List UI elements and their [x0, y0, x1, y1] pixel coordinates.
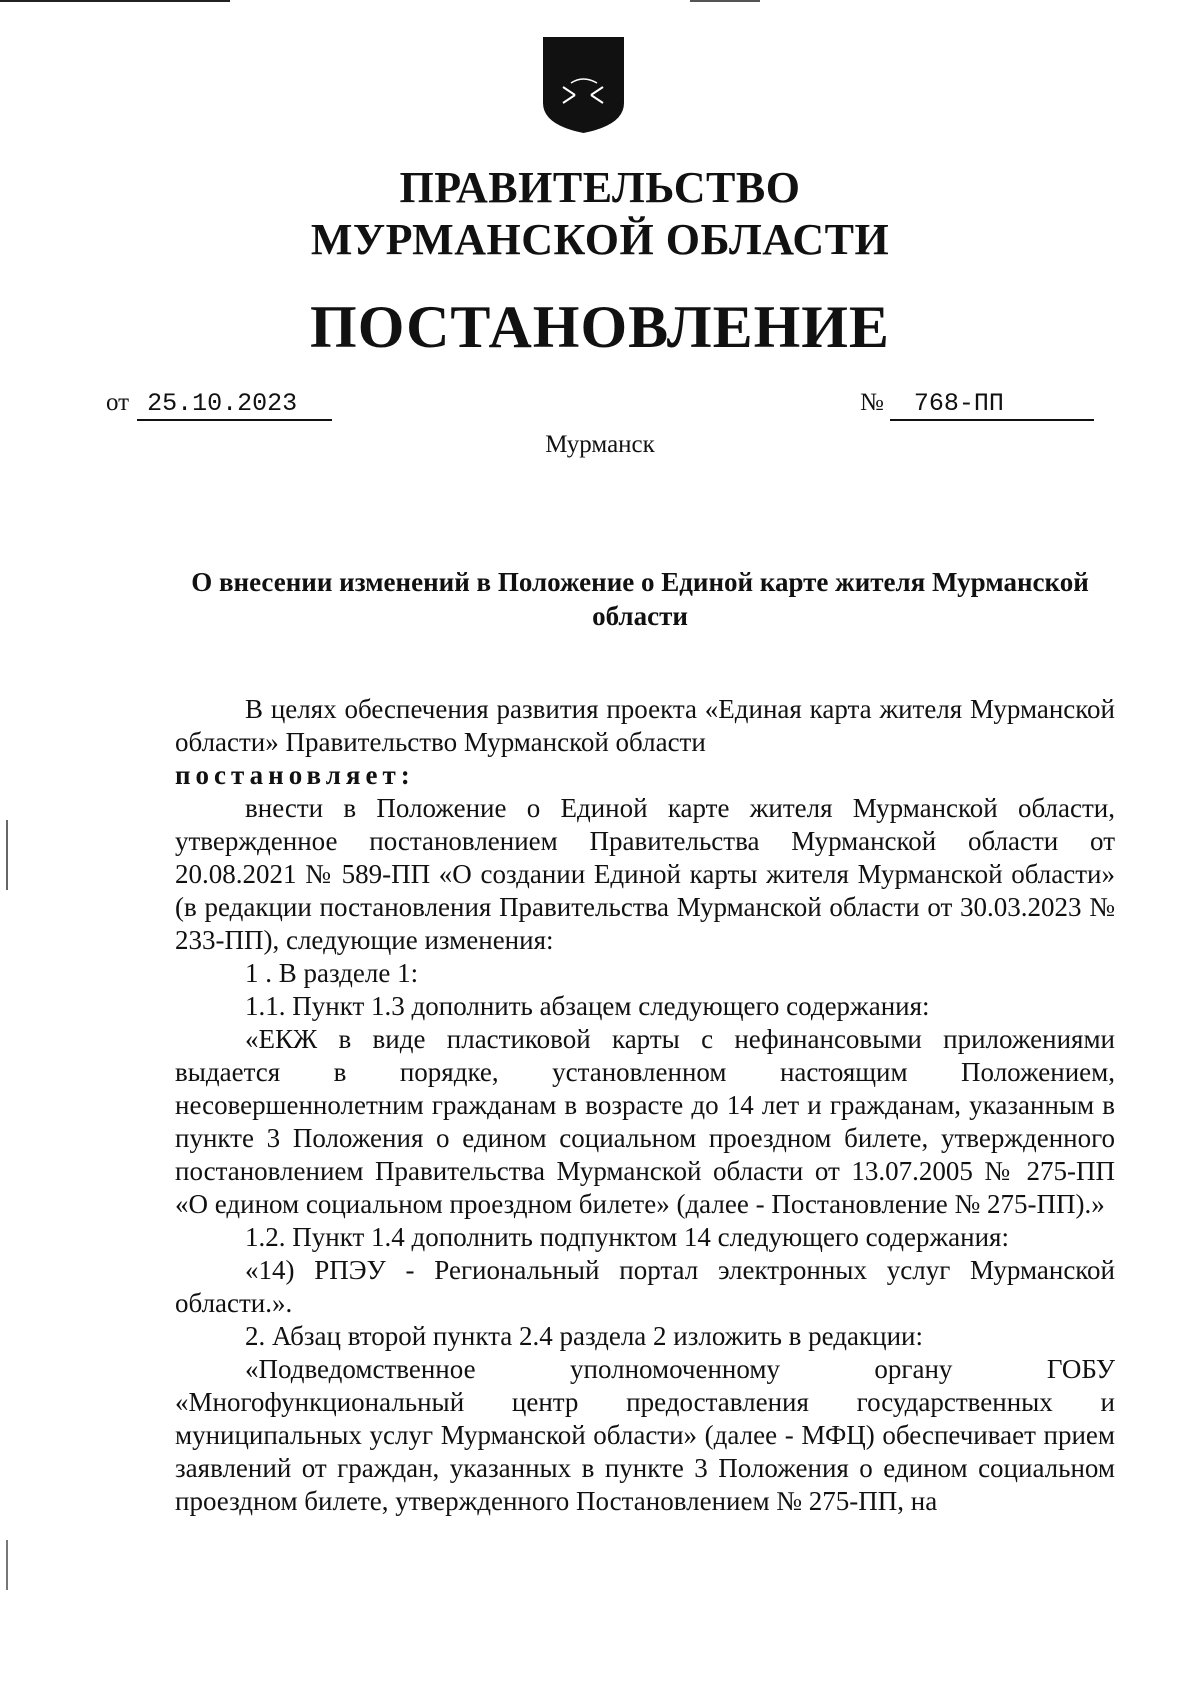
document-heading-line2: области	[592, 601, 688, 631]
resolve-word: постановляет:	[175, 760, 415, 790]
body-paragraph: «14) РПЭУ - Региональный портал электронных услуг Мурманской области.».	[175, 1255, 1115, 1318]
number-value: 768-ПП	[890, 389, 1094, 421]
document-heading	[170, 565, 1110, 633]
body-paragraph: 2. Абзац второй пункта 2.4 раздела 2 изложить в редакции:	[245, 1321, 923, 1351]
document-type: ПОСТАНОВЛЕНИЕ	[310, 294, 890, 360]
government-title	[0, 162, 1200, 266]
body-paragraph: 1.1. Пункт 1.3 дополнить абзацем следующего содержания:	[245, 991, 930, 1021]
date-field	[106, 388, 332, 421]
body-paragraph: В целях обеспечения развития проекта «Единая карта жителя Мурманской области» Правительство Мурманской области	[175, 694, 1115, 757]
scan-artifact-line	[0, 0, 230, 2]
document-heading-line1: О внесении изменений в Положение о Единой карте жителя Мурманской	[191, 567, 1089, 597]
body-paragraph: «Подведомственное уполномоченному органу ГОБУ «Многофункциональный центр предоставления государственных и муниципальных услуг Мурманской области» (далее - МФЦ) обеспечивает прием заявлений от граждан, указанных в пункте 3 Положения о едином социальном проездном билете, утвержденного Постановлением № 275-ПП, на	[175, 1354, 1115, 1516]
document-body	[175, 693, 1115, 1518]
date-value: 25.10.2023	[137, 389, 332, 421]
coat-of-arms-emblem	[541, 35, 626, 135]
city-name: Мурманск	[545, 431, 655, 458]
number-prefix: №	[860, 389, 884, 416]
body-paragraph: внести в Положение о Единой карте жителя Мурманской области, утвержденное постановлением Правительства Мурманской области от 20.08.2021 № 589-ПП «О создании Единой карты жителя Мурманской области» (в редакции постановления Правительства Мурманской области от 30.03.2023 № 233-ПП), следующие изменения:	[175, 793, 1115, 955]
government-title-line1: ПРАВИТЕЛЬСТВО	[399, 163, 801, 212]
body-paragraph: «ЕКЖ в виде пластиковой карты с нефинансовыми приложениями выдается в порядке, установленном настоящим Положением, несовершеннолетним гражданам в возрасте до 14 лет и гражданам, указанным в пункте 3 Положения о едином социальном проездном билете, утвержденного постановлением Правительства Мурманской области от 13.07.2005 № 275-ПП «О едином социальном проездном билете» (далее - Постановление № 275-ПП).»	[175, 1024, 1115, 1219]
body-paragraph: 1 . В разделе 1:	[245, 958, 419, 988]
body-paragraph: 1.2. Пункт 1.4 дополнить подпунктом 14 следующего содержания:	[245, 1222, 1009, 1252]
date-prefix: от	[106, 389, 130, 416]
scan-artifact-line	[6, 820, 8, 890]
scan-artifact-line	[6, 1540, 8, 1590]
number-field	[860, 388, 1094, 421]
scan-artifact-line	[690, 0, 760, 2]
government-title-line2: МУРМАНСКОЙ ОБЛАСТИ	[310, 215, 890, 264]
